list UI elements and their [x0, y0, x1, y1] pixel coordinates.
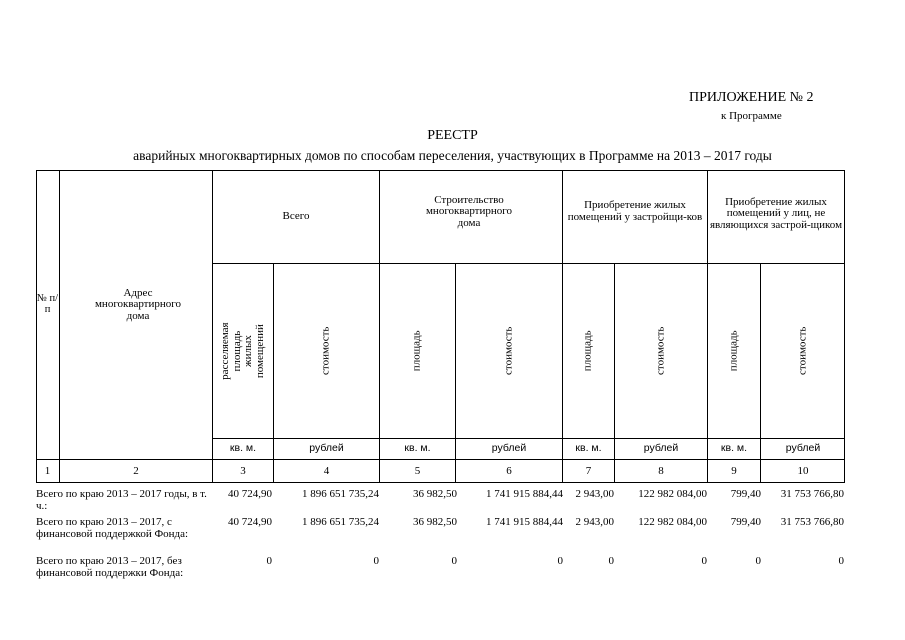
subheader-cost-construction: стоимость	[502, 326, 515, 376]
row-value: 31 753 766,80	[780, 488, 844, 500]
row-value: 0	[701, 555, 707, 567]
subheader-area-developer: площадь	[581, 330, 594, 372]
row-value: 0	[755, 555, 761, 567]
column-number: 5	[414, 464, 421, 477]
column-number: 10	[797, 464, 809, 477]
row-label: Всего по краю 2013 – 2017 годы, в т. ч.:	[36, 488, 207, 512]
column-number: 3	[240, 464, 246, 477]
column-number: 9	[731, 464, 737, 477]
unit-sqm: кв. м.	[720, 442, 748, 455]
row-value: 1 741 915 884,44	[486, 516, 563, 528]
table-row	[0, 517, 905, 553]
group-header-non-developer: Приобретение жилых помещений у лиц, не являющихся застрой-щиком	[709, 195, 843, 231]
group-header-developer: Приобретение жилых помещений у застройщи-ков	[567, 199, 703, 223]
row-value: 1 896 651 735,24	[302, 488, 379, 500]
unit-sqm: кв. м.	[229, 442, 257, 455]
row-value: 122 982 084,00	[638, 488, 707, 500]
row-value: 36 982,50	[413, 516, 457, 528]
subheader-area-total: расселяемая площадь жилых помещений	[218, 322, 266, 380]
row-value: 799,40	[730, 488, 761, 500]
subheader-area-non-developer: площадь	[727, 330, 740, 372]
row-value: 40 724,90	[228, 488, 272, 500]
appendix-sub-label: к Программе	[721, 110, 782, 122]
unit-sqm: кв. м.	[575, 442, 602, 455]
unit-rub: рублей	[643, 442, 679, 455]
row-value: 0	[608, 555, 614, 567]
row-value: 0	[557, 555, 563, 567]
table-row	[0, 556, 905, 582]
subheader-area-construction: площадь	[410, 330, 423, 372]
table-row	[0, 489, 905, 513]
document-title: РЕЕСТР	[427, 128, 478, 143]
row-value: 0	[838, 555, 844, 567]
subheader-cost-non-developer: стоимость	[796, 326, 809, 376]
row-value: 1 741 915 884,44	[486, 488, 563, 500]
group-header-total: Всего	[282, 209, 310, 222]
row-value: 40 724,90	[228, 516, 272, 528]
unit-rub: рублей	[309, 442, 344, 455]
appendix-label: ПРИЛОЖЕНИЕ № 2	[689, 90, 814, 105]
column-number: 4	[323, 464, 330, 477]
column-number: 2	[133, 464, 139, 477]
row-value: 36 982,50	[413, 488, 457, 500]
unit-sqm: кв. м.	[404, 442, 431, 455]
row-value: 0	[266, 555, 272, 567]
row-value: 2 943,00	[575, 516, 614, 528]
row-label: Всего по краю 2013 – 2017, с финансовой поддержкой Фонда:	[36, 516, 189, 540]
row-value: 2 943,00	[575, 488, 614, 500]
subheader-cost-developer: стоимость	[654, 326, 667, 376]
row-value: 0	[373, 555, 379, 567]
document-subtitle: аварийных многоквартирных домов по способам переселения, участвующих в Программе на 2013 – 2017 годы	[133, 148, 772, 163]
column-header-number: № п/п	[36, 292, 59, 315]
group-header-construction: Строительство многоквартирного дома	[425, 193, 513, 229]
column-number: 8	[658, 464, 664, 477]
row-label: Всего по краю 2013 – 2017, без финансовой поддержки Фонда:	[36, 555, 184, 579]
unit-rub: рублей	[785, 442, 821, 455]
subheader-cost-total: стоимость	[319, 326, 332, 376]
column-number: 1	[44, 464, 51, 477]
column-number: 7	[585, 464, 592, 477]
column-header-address: Адрес многоквартирного дома	[94, 286, 182, 322]
row-value: 799,40	[730, 516, 761, 528]
row-value: 1 896 651 735,24	[302, 516, 379, 528]
row-value: 31 753 766,80	[780, 516, 844, 528]
register-table-header	[36, 170, 845, 483]
row-value: 0	[451, 555, 457, 567]
unit-rub: рублей	[491, 442, 527, 455]
column-number: 6	[506, 464, 512, 477]
row-value: 122 982 084,00	[638, 516, 707, 528]
